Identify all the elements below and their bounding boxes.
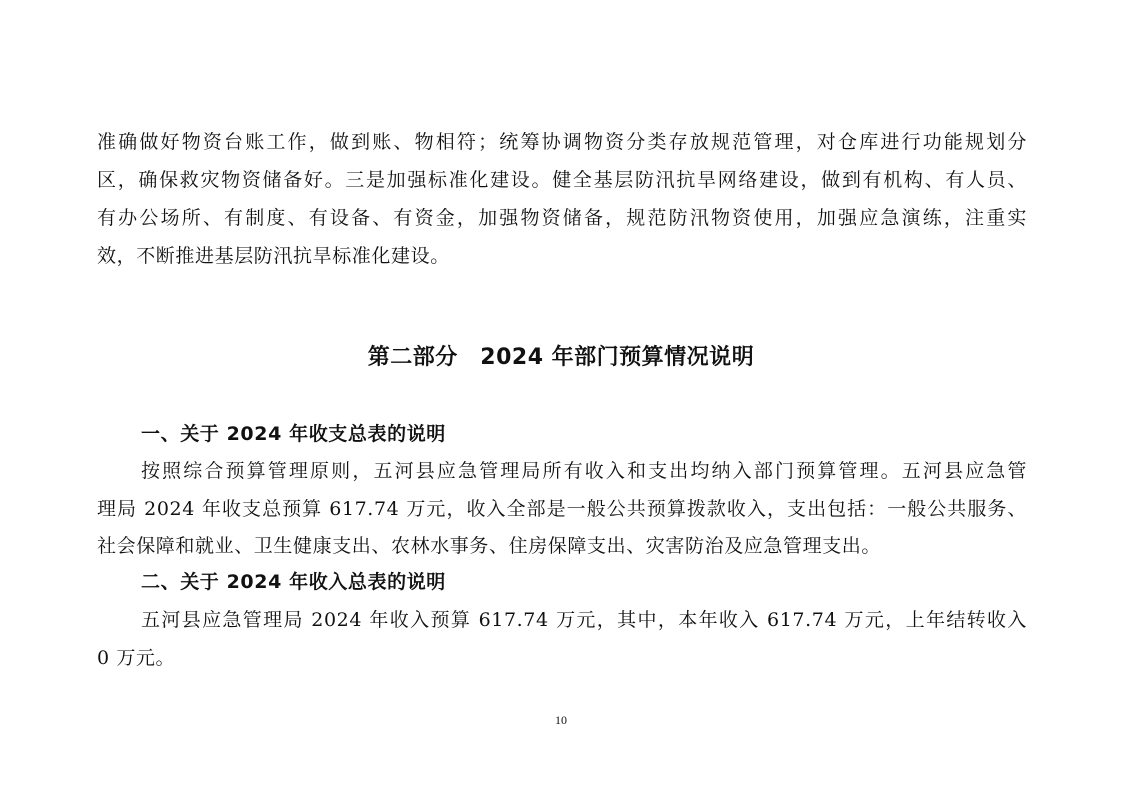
paragraph-line: 按照综合预算管理原则，五河县应急管理局所有收入和支出均纳入部门预算管理。五河县应急管 <box>141 460 1027 482</box>
paragraph-line: 理局 2024 年收支总预算 617.74 万元，收入全部是一般公共预算拨款收入，支出包括：一般公共服务、 <box>97 498 1027 520</box>
paragraph-line: 五河县应急管理局 2024 年收入预算 617.74 万元，其中，本年收入 617.74 万元，上年结转收入 <box>141 609 1027 631</box>
section-heading: 二、关于 2024 年收入总表的说明 <box>141 571 446 593</box>
paragraph-line: 效，不断推进基层防汛抗旱标准化建设。 <box>97 245 450 267</box>
paragraph-line: 有办公场所、有制度、有设备、有资金，加强物资储备，规范防汛物资使用，加强应急演练，注重实 <box>97 207 1027 229</box>
part-title: 第二部分 2024 年部门预算情况说明 <box>367 345 755 370</box>
paragraph-line: 准确做好物资台账工作，做到账、物相符；统筹协调物资分类存放规范管理，对仓库进行功能规划分 <box>97 131 1027 153</box>
section-heading: 一、关于 2024 年收支总表的说明 <box>141 423 446 445</box>
page-number: 10 <box>555 713 567 727</box>
paragraph-line: 0 万元。 <box>97 647 176 669</box>
paragraph-line: 社会保障和就业、卫生健康支出、农林水事务、住房保障支出、灾害防治及应急管理支出。 <box>97 535 882 557</box>
paragraph-line: 区，确保救灾物资储备好。三是加强标准化建设。健全基层防汛抗旱网络建设，做到有机构、有人员、 <box>97 169 1027 191</box>
